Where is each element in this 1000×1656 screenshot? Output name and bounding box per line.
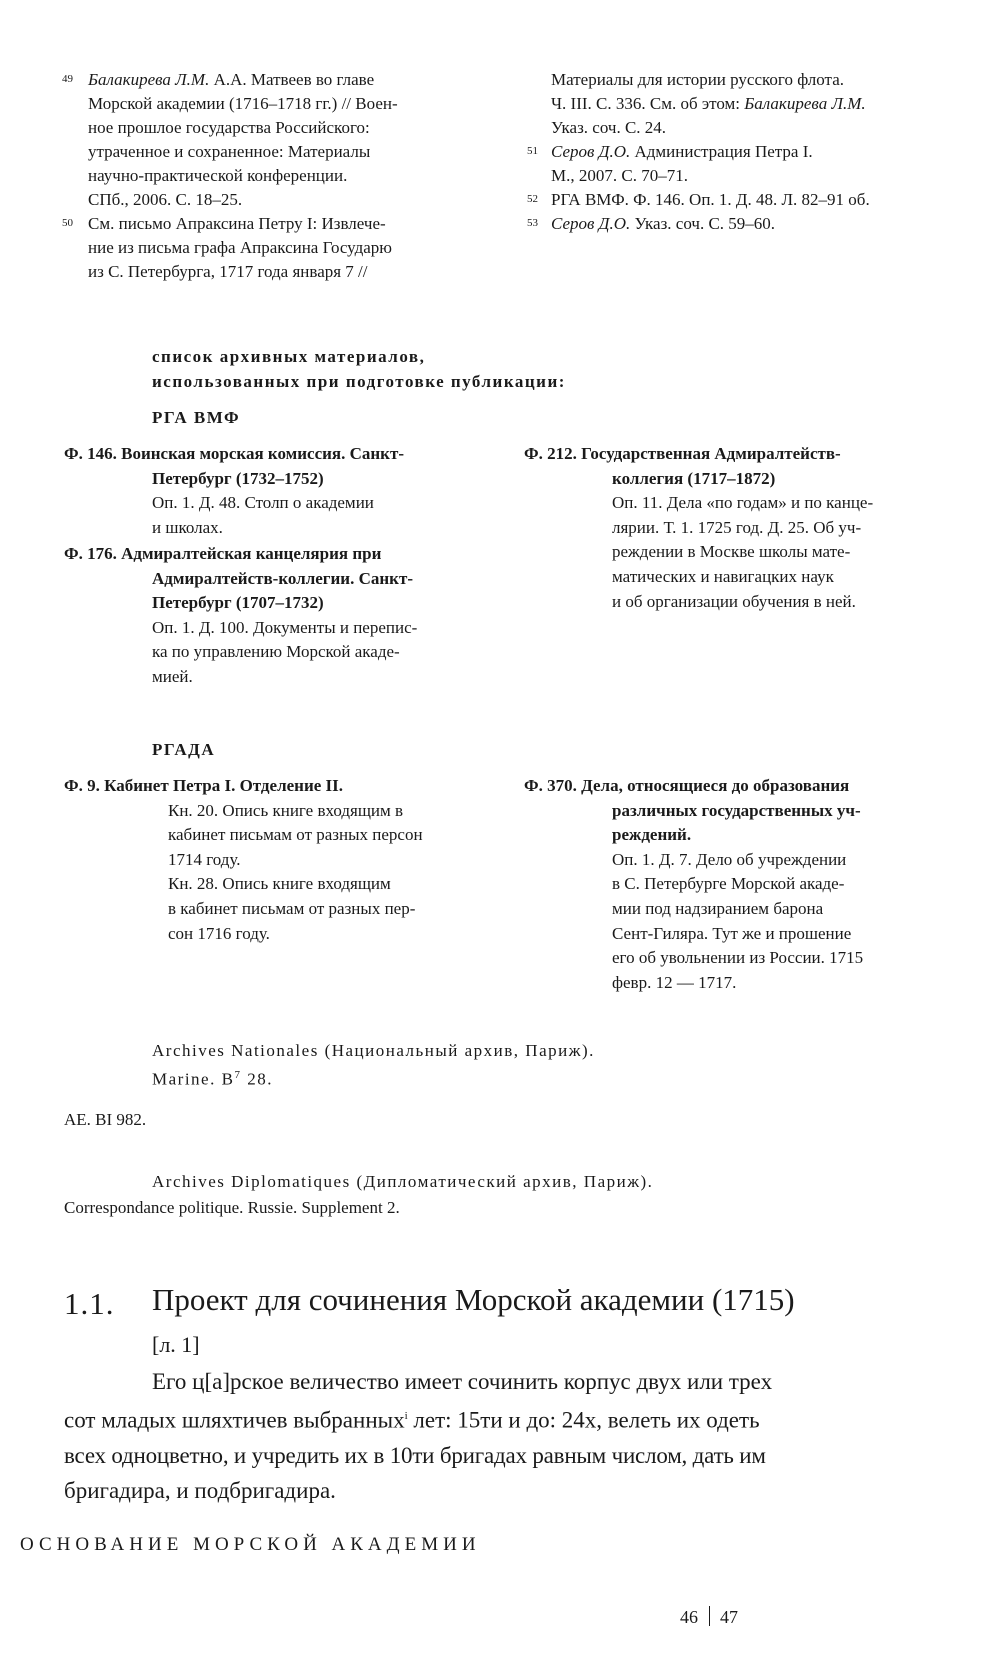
text: ние из письма графа Апраксина Государю	[88, 238, 393, 257]
fund-desc: мией.	[152, 666, 193, 686]
text: Ч. III. С. 336. См. об этом:	[551, 94, 745, 113]
text: РГА ВМФ. Ф. 146. Оп. 1. Д. 48. Л. 82–91 об.	[551, 190, 870, 209]
fund-370	[524, 774, 974, 995]
text: сот младых шляхтичев выбранных	[64, 1407, 405, 1433]
text: Морской академии (1716–1718 гг.) // Воен-	[88, 94, 398, 113]
archives-diplomatiques-heading: Archives Diplomatiques (Дипломатический архив, Париж).	[152, 1172, 654, 1191]
archives-nationales	[152, 1038, 595, 1092]
author: Балакирева Л.М.	[744, 94, 866, 113]
text: из С. Петербурга, 1717 года января 7 //	[88, 262, 368, 281]
author: Балакирева Л.М.	[88, 70, 210, 89]
text: лет: 15ти и до: 24х, велеть их одеть	[407, 1407, 760, 1433]
fund-desc: Оп. 1. Д. 100. Документы и перепис-	[152, 617, 418, 637]
heading-line: использованных при подготовке публикации:	[152, 372, 566, 391]
fund-title: Ф. 212. Государственная Адмиралтейств-	[524, 444, 841, 463]
text: Материалы для истории русского флота.	[551, 70, 844, 89]
fund-desc: Оп. 1. Д. 7. Дело об учреждении	[612, 849, 847, 869]
archive-heading: Archives Nationales (Национальный архив, Париж).	[152, 1041, 595, 1060]
footnote-number: 49	[62, 73, 73, 85]
section-number: 1.1.	[64, 1286, 115, 1321]
fund-desc: Кн. 28. Опись книге входящим	[168, 874, 391, 894]
running-footer: ОСНОВАНИЕ МОРСКОЙ АКАДЕМИИ	[20, 1534, 481, 1555]
note-marker: i	[404, 1410, 408, 1422]
fund-desc: февр. 12 — 1717.	[612, 972, 737, 992]
fund-desc: сон 1716 году.	[168, 923, 270, 943]
text: М., 2007. С. 70–71.	[551, 166, 688, 185]
fund-desc: его об увольнении из России. 1715	[612, 948, 864, 968]
rgada-heading: РГАДА	[152, 740, 216, 759]
fund-title: Адмиралтейств-коллегии. Санкт-	[152, 568, 413, 588]
fund-title: Ф. 146. Воинская морская комиссия. Санкт-	[64, 444, 404, 463]
marine-sup: 7	[234, 1069, 242, 1081]
footnote-number: 50	[62, 217, 73, 229]
footnote-number: 52	[527, 193, 538, 205]
fund-desc: матических и навигацких наук	[612, 566, 834, 586]
marine-number: 28.	[241, 1069, 273, 1089]
fund-desc: реждении в Москве школы мате-	[612, 542, 851, 562]
fund-desc: и об организации обучения в ней.	[612, 591, 856, 611]
fund-desc: в кабинет письмам от разных пер-	[168, 898, 416, 918]
fund-title: Ф. 370. Дела, относящиеся до образования	[524, 776, 850, 795]
fund-desc: лярии. Т. 1. 1725 год. Д. 25. Об уч-	[612, 517, 862, 537]
fund-title: Ф. 176. Адмиралтейская канцелярия при	[64, 544, 382, 563]
author: Серов Д.О.	[551, 214, 631, 233]
text: А.А. Матвеев во главе	[209, 70, 375, 89]
fund-146	[64, 442, 514, 540]
fund-title: Ф. 9. Кабинет Петра I. Отделение II.	[64, 776, 344, 795]
fund-desc: в С. Петербурге Морской акаде-	[612, 874, 845, 894]
fund-desc: мии под надзиранием барона	[612, 898, 824, 918]
fund-title: различных государственных уч-	[612, 800, 861, 820]
fund-176	[64, 542, 514, 690]
section-title: Проект для сочинения Морской академии (1715)	[152, 1282, 795, 1317]
marine-text: Marine. B	[152, 1069, 235, 1089]
page-divider	[709, 1606, 710, 1626]
heading-line: список архивных материалов,	[152, 347, 426, 366]
fund-title: Петербург (1707–1732)	[152, 593, 324, 613]
text: См. письмо Апраксина Петру I: Извлече-	[88, 214, 386, 233]
paragraph-line: всех одноцветно, и учредить их в 10ти бригадах равным числом, дать им	[64, 1442, 766, 1468]
author: Серов Д.О.	[551, 142, 631, 161]
fund-desc: ка по управлению Морской акаде-	[152, 642, 400, 662]
footnote-text	[551, 188, 870, 212]
fund-desc: кабинет письмам от разных персон	[168, 825, 423, 845]
fund-desc: 1714 году.	[168, 849, 241, 869]
paragraph-line: бригадира, и подбригадира.	[64, 1477, 336, 1503]
page-number-right: 47	[720, 1607, 738, 1627]
fund-title: реждений.	[612, 825, 692, 845]
fund-desc: Оп. 1. Д. 48. Столп о академии	[152, 493, 374, 513]
archive-fund	[152, 1063, 595, 1092]
footnote-text	[88, 212, 392, 284]
footnote-text	[551, 212, 775, 236]
fund-desc: Оп. 11. Дела «по годам» и по канце-	[612, 493, 874, 513]
fund-desc: и школах.	[152, 517, 223, 537]
body-paragraph	[64, 1364, 964, 1508]
footnote-number: 51	[527, 145, 538, 157]
ae-fund: AE. BI 982.	[64, 1110, 147, 1129]
paragraph-line: Его ц[а]рское величество имеет сочинить корпус двух или трех	[152, 1369, 773, 1394]
rga-vmf-heading: РГА ВМФ	[152, 408, 241, 427]
text: утраченное и сохраненное: Материалы	[88, 142, 371, 161]
footnote-50-continued	[551, 68, 866, 140]
paragraph-line	[64, 1399, 964, 1438]
fund-desc: Сент-Гиляра. Тут же и прошение	[612, 923, 852, 943]
text: Указ. соч. С. 24.	[551, 118, 667, 137]
page-numbers	[680, 1606, 738, 1628]
text: Указ. соч. С. 59–60.	[630, 214, 776, 233]
fund-212	[524, 442, 974, 614]
folio-marker: [л. 1]	[152, 1332, 200, 1357]
fund-title: коллегия (1717–1872)	[612, 468, 776, 488]
footnote-number: 53	[527, 217, 538, 229]
fund-9	[64, 774, 514, 946]
archive-list-heading	[152, 344, 566, 394]
correspondance-line: Correspondance politique. Russie. Supplement 2.	[64, 1198, 400, 1217]
page-number-left: 46	[680, 1607, 698, 1627]
footnote-text	[551, 140, 813, 188]
fund-title: Петербург (1732–1752)	[152, 468, 324, 488]
text: научно-практической конференции.	[88, 166, 348, 185]
footnote-text	[88, 68, 398, 212]
fund-desc: Кн. 20. Опись книге входящим в	[168, 800, 404, 820]
text: СПб., 2006. С. 18–25.	[88, 190, 243, 209]
text: Администрация Петра I.	[630, 142, 813, 161]
text: ное прошлое государства Российского:	[88, 118, 370, 137]
